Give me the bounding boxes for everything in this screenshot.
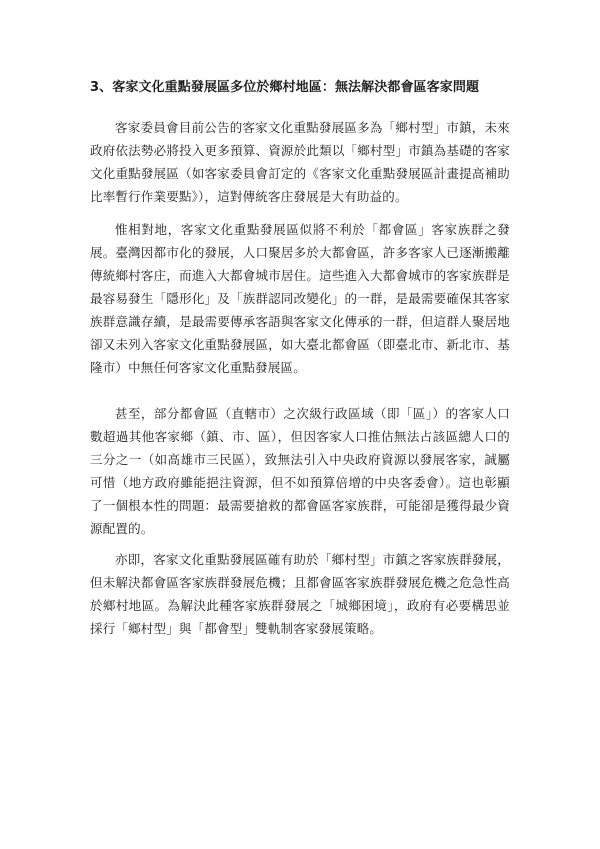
paragraph-2: 惟相對地，客家文化重點發展區似將不利於「都會區」客家族群之發展。臺灣因都市化的發展，人口聚居多於大都會區，許多客家人已逐漸搬離傳統鄉村客庄，而進入大都會城市居住。這些進入大都會城市的客家族群是最容易發生「隱形化」及「族群認同改變化」的一群，是最需要確保其客家族群意識存續，是最需要傳承客語與客家文化傳承的一群，但這群人聚居地卻又未列入客家文化重點發展區，如大臺北都會區（即臺北市、新北市、基隆市）中無任何客家文化重點發展區。 [90,222,510,375]
paragraph-4: 亦即，客家文化重點發展區確有助於「鄉村型」市鎮之客家族群發展，但未解決都會區客家族群發展危機；且都會區客家族群發展危機之危急性高於鄉村地區。為解決此種客家族群發展之「城鄉困境」，政府有必要構思並採行「鄉村型」與「都會型」雙軌制客家發展策略。 [90,552,510,636]
section-heading: 3、客家文化重點發展區多位於鄉村地區：無法解決都會區客家問題 [90,80,480,95]
paragraph-3: 甚至，部分都會區（直轄市）之次級行政區域（即「區」）的客家人口數超過其他客家鄉（鎮、市、區），但因客家人口推估無法占該區總人口的三分之一（如高雄市三民區），致無法引入中央政府資源以發展客家，誠屬可惜（地方政府雖能挹注資源，但不如預算倍增的中央客委會）。這也彰顯了一個根本性的問題：最需要搶救的都會區客家族群，可能卻是獲得最少資源配置的。 [90,406,510,536]
paragraph-1: 客家委員會目前公告的客家文化重點發展區多為「鄉村型」市鎮，未來政府依法勢必將投入更多預算、資源於此類以「鄉村型」市鎮為基礎的客家文化重點發展區（如客家委員會訂定的《客家文化重點發展區計畫提高補助比率暫行作業要點》），這對傳統客庄發展是大有助益的。 [90,120,510,204]
